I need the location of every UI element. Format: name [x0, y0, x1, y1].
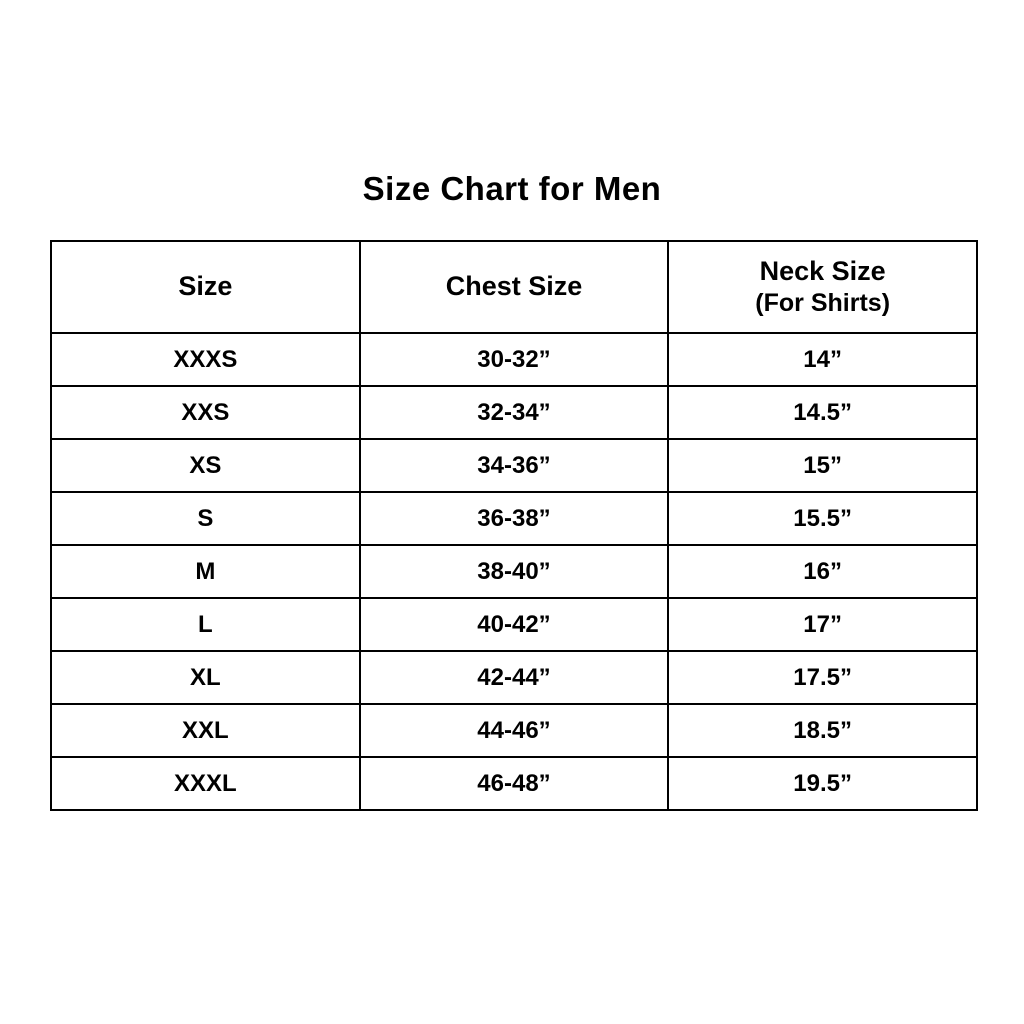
size-cell: M — [51, 545, 360, 598]
chest-cell: 38-40” — [360, 545, 669, 598]
neck-cell: 15.5” — [668, 492, 977, 545]
chest-cell: 34-36” — [360, 439, 669, 492]
chest-cell: 30-32” — [360, 333, 669, 386]
chest-cell: 42-44” — [360, 651, 669, 704]
table-row — [51, 492, 977, 545]
size-cell: XXL — [51, 704, 360, 757]
size-cell: XXS — [51, 386, 360, 439]
chest-cell: 46-48” — [360, 757, 669, 810]
column-header-neck-size-sublabel: (For Shirts) — [755, 289, 891, 318]
table-row — [51, 545, 977, 598]
size-cell: XL — [51, 651, 360, 704]
neck-cell: 17.5” — [668, 651, 977, 704]
chest-cell: 32-34” — [360, 386, 669, 439]
table-row — [51, 757, 977, 810]
size-chart-table — [50, 240, 978, 811]
neck-cell: 18.5” — [668, 704, 977, 757]
chest-cell: 44-46” — [360, 704, 669, 757]
table-row — [51, 651, 977, 704]
table-row — [51, 704, 977, 757]
neck-cell: 19.5” — [668, 757, 977, 810]
chest-cell: 40-42” — [360, 598, 669, 651]
neck-cell: 14.5” — [668, 386, 977, 439]
table-row — [51, 598, 977, 651]
chest-cell: 36-38” — [360, 492, 669, 545]
neck-cell: 14” — [668, 333, 977, 386]
neck-cell: 17” — [668, 598, 977, 651]
header-row — [51, 241, 977, 333]
neck-cell: 15” — [668, 439, 977, 492]
size-cell: XXXL — [51, 757, 360, 810]
page-title: Size Chart for Men — [362, 170, 662, 207]
column-header-neck-size-label: Neck Size — [759, 255, 886, 286]
size-cell: S — [51, 492, 360, 545]
table-row — [51, 333, 977, 386]
column-header-size: Size — [51, 241, 360, 333]
column-header-chest-size: Chest Size — [360, 241, 669, 333]
table-row — [51, 439, 977, 492]
table-row — [51, 386, 977, 439]
size-cell: XS — [51, 439, 360, 492]
size-cell: L — [51, 598, 360, 651]
size-cell: XXXS — [51, 333, 360, 386]
column-header-neck-size — [668, 241, 977, 333]
neck-cell: 16” — [668, 545, 977, 598]
